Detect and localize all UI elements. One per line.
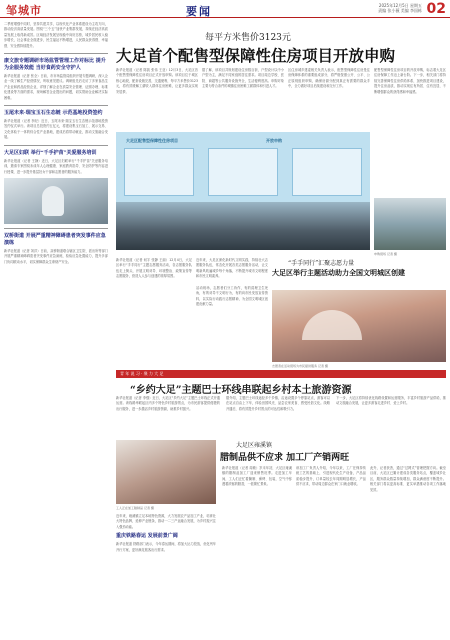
lead-headline: 大足首个配售型保障性住房项目开放申购	[116, 46, 396, 65]
story-body: 新华社报道 铁路部门表示，今年春运期间，将加大运力投放，优化列车开行方案，更好满足旅客出行需求。	[116, 542, 216, 552]
third-headline: “乡约大足”主题巴士环线串联起乡村本土旅游资源	[130, 385, 352, 396]
fourth-headline: 腊制品供不应求 加工厂产销两旺	[220, 453, 350, 463]
fourth-kicker: 大足区雍溪镇	[236, 442, 273, 449]
divider	[4, 228, 108, 229]
panel-screen-1	[124, 148, 194, 196]
story-body: 新华社报道（记者 王静）近日，大足区妇联举行“千手护苗”关爱服务培训，邀请专家围绕未成年人心理健康、家庭教育指导、安全防护等内容进行授课，进一步提升基层妇女干部和志愿者的服务能力。	[4, 158, 108, 174]
date: 2025年12月5日 星期五	[378, 3, 422, 8]
photo-nurse	[4, 178, 108, 224]
divider	[4, 53, 108, 54]
story-body: 新华社报道（记者 刘洋）日前，双桥街道联合辖区卫生院、派出所等部门开展严重精神障碍患者突发事件应急演练，检验应急处置能力，提升多部门协同联动水平，切实保障群众生命财产安全。	[4, 248, 108, 264]
lead-photo-caption: 申购现场 记者 摄	[374, 252, 397, 256]
banner-text: 大足区配售型保障性住房项目	[126, 138, 178, 143]
lead-side-photo	[374, 198, 446, 250]
lead-text-a: 新华社报道（记者 陈凯 张伟 王亚）12月3日，大足区首个配售型保障性住房项目正式开放申购。该项目位于城区核心地段，配套设施完善，交通便利，每平方米售价3123元，将有效缓解工薪收入群体住房困难，让更多群众实现安居梦。	[116, 68, 198, 94]
newspaper-logo: 邹城市	[6, 4, 42, 17]
page-number: 02	[426, 1, 446, 17]
lead-graphic	[116, 132, 370, 250]
volunteer-photo	[272, 290, 446, 362]
story-body: 新华社报道（记者 张全）日前，市市场监管局组织开展专题调研，深入企业一线了解生产经营情况，听取意见建议。调研组先后走访了多家食品生产企业和药品经营企业，详细了解企业在质量安全管理、证照办理、标准化建设等方面的需求，现场解答企业提出的问题，切实帮助企业解决实际困难。	[4, 74, 108, 100]
lead-text-right: 配售型保障性住房项目的开放申购，标志着大足区住房保障工作迈上新台阶。下一步，相关部门将持续完善保障性住房供给体系，加快推进项目建设，提升住房品质，推动实现住有所居、住有宜居，不断增强群众的获得感和幸福感。	[374, 68, 446, 94]
second-text-a: 新华社报道（记者 何宇 张静 王丽）12月4日，大足区举行“手手同行”主题志愿服务活动，各志愿服务队伍走上街头，开展文明劝导、环境整治、政策宣传等志愿服务，营造人人参与创建的浓厚氛围。	[116, 258, 192, 279]
theme-strip-text: 青 年 说 习 · 聚 力 大 足	[120, 371, 164, 376]
fourth-lower-left	[116, 514, 216, 636]
second-headline: 大足区举行主题活动助力全国文明城区创建	[272, 268, 405, 277]
divider	[4, 145, 108, 146]
story-body: 近年来，雍溪镇立足本地特色资源，大力发展农产品加工产业，培育壮大特色品牌，延伸产业链条，推动一二三产业融合发展，为乡村振兴注入强劲动能。	[116, 514, 216, 529]
photo-placeholder-icon	[42, 186, 64, 216]
story-headline: 双桥街道 开展严重精神障碍患者突发事件应急演练	[4, 232, 106, 246]
date-line	[378, 3, 422, 13]
story-headline: 重庆铁路春运 发展前景广阔	[116, 533, 178, 540]
section-label: 要闻	[186, 5, 212, 18]
second-kicker: “手手同行”汇聚志愿力量	[288, 260, 355, 267]
fourth-text-a: 新华社报道（记者 周敏）岁末年初，大足区雍溪镇的腊制品加工厂迎来销售旺季。走进加工车间，工人们正忙着腌制、熏烤、包装，空气中弥漫着浓郁的腊香，一派繁忙景象。	[222, 466, 292, 487]
panel-screen-2	[208, 148, 278, 196]
banner-text: 开放申购	[266, 138, 282, 143]
divider	[4, 105, 108, 106]
left-column	[4, 22, 108, 636]
sausage-photo	[116, 440, 216, 504]
second-text-b: 活动现场，志愿者们分工协作，有的清理卫生死角，有的劝导不文明行为，有的向市民发放宣传资料，以实际行动践行志愿精神，为全国文明城区创建贡献力量。	[196, 286, 268, 307]
lead-kicker: 每平方米售价3123元	[205, 33, 291, 43]
story-headline: 康文旅专题调研市场监管管理工作对标比 提升为企服务效能 当好食药安全守护人	[4, 58, 106, 72]
masthead	[0, 0, 450, 18]
editor-line: 责编 张小薇 美编 李国栋	[378, 8, 422, 13]
third-text-b: 据介绍，主题巴士环线途经多个乡镇，沿途设置多个停靠站点，游客可以在站点自由上下车，体验田园风光、品尝农家美食、感受民俗文化。线路开通后，将有效提升乡村景点的可达性和吸引力。	[226, 396, 330, 411]
crowd-strip	[116, 202, 370, 250]
intro-text: 二季度增强中同时，坚持共建共享，以现代化产业体系建设为主攻方向，推动经济高质量发展。围绕“三个五”加快产业集群发展，持续在经济高质量发展上取得新成效。区域经济发展呈现稳中向好态势，城乡居民收入稳步增长，社会事业全面进步，民生福祉不断增进，人民群众获得感、幸福感、安全感持续提升。	[4, 22, 108, 48]
theme-strip	[116, 370, 446, 378]
right-column: 此外，记者获悉，通过“过网式”管理把握方向。截至目前，大足区已累计建成各类服务站点，覆盖城乡社区，服务群众数量持续增加，群众满意度不断提升。相关部门将以更高标准、更实举措推动各项工作落地见效。	[370, 466, 446, 492]
second-text-c: 近年来，大足区深化新时代文明实践，持续壮大志愿服务队伍，常态化开展各类志愿服务活动，让文明新风吹遍城乡每个角落，不断提升城市文明程度和市民文明素养。	[196, 258, 268, 279]
third-text-a: 新华社报道（记者 李强）近日，大足区“乡约大足”主题巴士环线正式开通运营。该线路串联起区内多个特色乡村旅游景点，为市民游客提供便捷的出行服务，进一步激活乡村旅游资源，助推乡村振兴。	[116, 396, 220, 411]
lead-text-c: 区住房城乡建委相关负责人表示，配售型保障性住房是住房保障体系的重要组成部分，将严格按照公开、公平、公正原则组织申购，确保房源分配到真正有需要的群众手中，全力做好项目后续建设和交付工作。	[288, 68, 370, 89]
volunteer-photo-caption: 志愿者在活动现场为市民提供服务 记者 摄	[272, 364, 328, 368]
lead-text-b: 据了解，该项目共规划建设住房数百套，户型设计以中小户型为主，满足不同家庭的居住需求。项目周边学校、医院、商超等公共服务设施齐全，生活便利度高。申购对象主要为符合条件的城镇住房困难工薪群体和引进人才。	[202, 68, 284, 89]
fourth-text-b: 该加工厂负责人介绍，今年以来，工厂在保持传统工艺的基础上，引进现代化生产设备，产品品质稳步提升，订单量较去年同期明显增长，产品供不应求，带动周边群众在家门口就业增收。	[296, 466, 366, 487]
story-headline: 玉尾未来·瑞宝玉石生态链 示范基地投资签约	[4, 110, 103, 117]
story-body: 新华社报道（记者 李纪）近日，玉尾未来·瑞宝玉石生态链示范基地投资签约仪式举行。该项目总投资约五亿元，将建设集玉石加工、展示交易、文化体验于一体的综合性产业基地，建成后将带动就业，推动文旅融合发展。	[4, 119, 108, 140]
panel-screen-3	[292, 148, 362, 196]
photo-placeholder-icon	[302, 310, 362, 340]
sausage-photo-caption: 工人正在加工腊制品 记者 摄	[116, 506, 154, 510]
story-headline: 大足区妇联 举行“千手护苗”关爱服务培训	[4, 149, 97, 156]
third-text-c: 下一步，大足区将持续优化线路设置和运营服务，丰富乡村旅游产品供给，推动文旅融合发展，让更多游客走进乡村、爱上乡村。	[336, 396, 446, 406]
